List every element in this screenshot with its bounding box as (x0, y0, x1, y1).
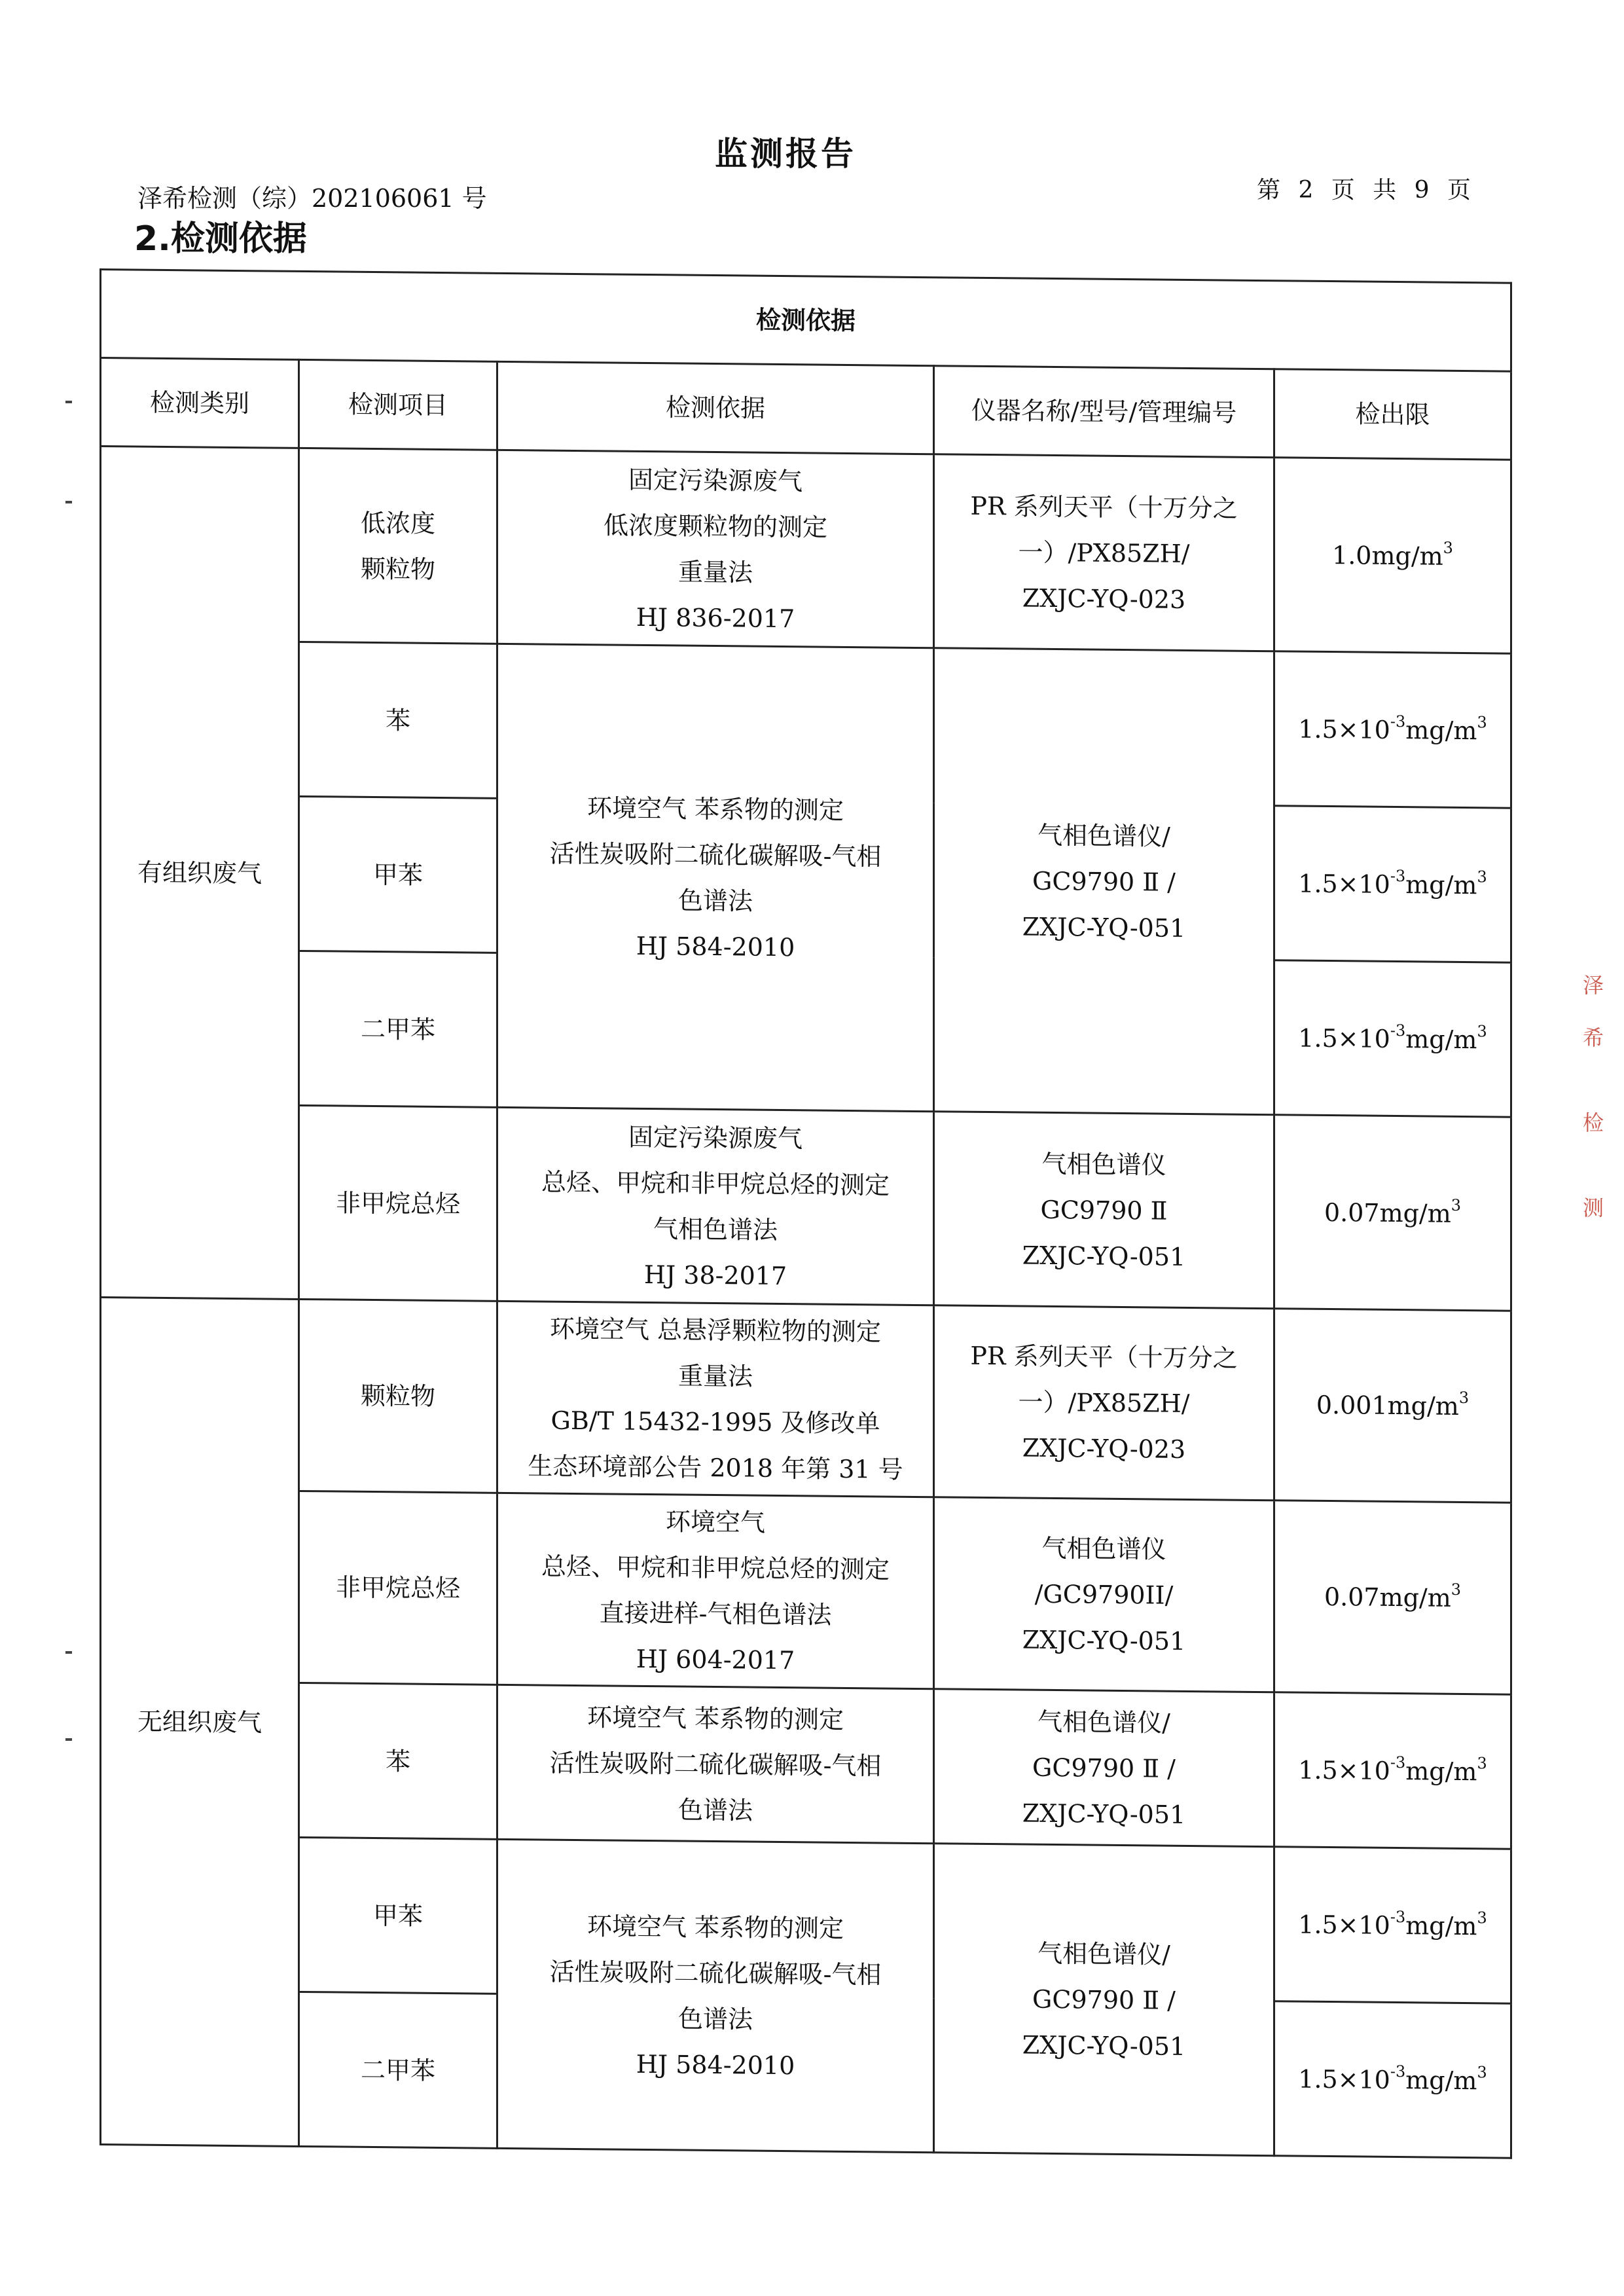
table-row (101, 1836, 1511, 2004)
basis-cell: 固定污染源废气 低浓度颗粒物的测定 重量法 HJ 836-2017 (497, 450, 934, 647)
limit-cell: $1.0mg/m^3$ (1274, 458, 1511, 653)
seal-fragment: 泽 (1583, 973, 1604, 998)
table-row (101, 1104, 1511, 1311)
limit-cell: $1.5\times 10^{-3}mg/m^3$ (1274, 806, 1511, 962)
item-cell: 颗粒物 (299, 1299, 497, 1493)
limit-cell: $1.5\times 10^{-3}mg/m^3$ (1274, 651, 1511, 808)
instrument-cell: PR 系列天平（十万分之 一）/PX85ZH/ ZXJC-YQ-023 (934, 454, 1274, 651)
item-cell: 低浓度 颗粒物 (299, 448, 497, 644)
report-number: 泽希检测（综）202106061 号 (137, 184, 487, 213)
seal-fragment: 测 (1583, 1195, 1604, 1220)
table-row (101, 446, 1511, 654)
instrument-cell: 气相色谱仪/ GC9790 Ⅱ / ZXJC-YQ-051 (934, 648, 1274, 1115)
instrument-cell: 气相色谱仪 GC9790 Ⅱ ZXJC-YQ-051 (934, 1112, 1274, 1309)
scan-mark (65, 401, 72, 403)
instrument-cell: 气相色谱仪/ GC9790 Ⅱ / ZXJC-YQ-051 (934, 1844, 1274, 2156)
item-cell: 非甲烷总烃 (299, 1491, 497, 1685)
header-item: 检测项目 (299, 359, 497, 450)
limit-cell: $1.5\times 10^{-3}mg/m^3$ (1274, 2001, 1511, 2158)
basis-cell: 环境空气 总悬浮颗粒物的测定 重量法 GB/T 15432-1995 及修改单 生态环境部公告 2018 年第 31 号 (497, 1301, 934, 1497)
category-cell: 无组织废气 (101, 1298, 299, 2147)
item-cell: 苯 (299, 642, 497, 798)
basis-cell: 环境空气 苯系物的测定 活性炭吸附二硫化碳解吸-气相 色谱法 HJ 584-2010 (497, 1839, 934, 2152)
limit-cell: $0.001mg/m^3$ (1274, 1309, 1511, 1503)
limit-cell: $1.5\times 10^{-3}mg/m^3$ (1274, 960, 1511, 1117)
seal-fragment: 检 (1583, 1110, 1604, 1135)
report-title: 监测报告 (715, 135, 856, 173)
item-cell: 二甲苯 (299, 1992, 497, 2148)
seal-fragment: 希 (1583, 1025, 1604, 1050)
basis-cell: 固定污染源废气 总烃、甲烷和非甲烷总烃的测定 气相色谱法 HJ 38-2017 (497, 1107, 934, 1305)
item-cell: 苯 (299, 1683, 497, 1839)
item-cell: 甲苯 (299, 796, 497, 953)
table-row (101, 1298, 1511, 1503)
header-limit: 检出限 (1274, 369, 1511, 460)
instrument-cell: 气相色谱仪 /GC9790II/ ZXJC-YQ-051 (934, 1497, 1274, 1692)
item-cell: 非甲烷总烃 (299, 1105, 497, 1301)
item-cell: 二甲苯 (299, 951, 497, 1107)
table-row (101, 1489, 1511, 1695)
scan-mark (65, 1651, 72, 1654)
category-cell: 有组织废气 (101, 446, 299, 1300)
detection-basis-table (99, 268, 1512, 2159)
table-row (101, 640, 1511, 809)
limit-cell: $1.5\times 10^{-3}mg/m^3$ (1274, 1692, 1511, 1849)
limit-cell: $0.07mg/m^3$ (1274, 1115, 1511, 1311)
limit-cell: $1.5\times 10^{-3}mg/m^3$ (1274, 1847, 1511, 2003)
limit-cell: $0.07mg/m^3$ (1274, 1501, 1511, 1694)
instrument-cell: 气相色谱仪/ GC9790 Ⅱ / ZXJC-YQ-051 (934, 1689, 1274, 1847)
header-instrument: 仪器名称/型号/管理编号 (934, 366, 1274, 458)
table-row (101, 1681, 1511, 1850)
page-indicator: 第 2 页 共 9 页 (1257, 177, 1477, 204)
section-heading: 2.检测依据 (134, 219, 307, 259)
basis-cell: 环境空气 总烃、甲烷和非甲烷总烃的测定 直接进样-气相色谱法 HJ 604-2017 (497, 1493, 934, 1688)
instrument-cell: PR 系列天平（十万分之 一）/PX85ZH/ ZXJC-YQ-023 (934, 1305, 1274, 1501)
item-cell: 甲苯 (299, 1837, 497, 1994)
scan-mark (65, 501, 72, 503)
basis-cell: 环境空气 苯系物的测定 活性炭吸附二硫化碳解吸-气相 色谱法 HJ 584-2010 (497, 644, 934, 1111)
scan-mark (65, 1738, 72, 1741)
basis-cell: 环境空气 苯系物的测定 活性炭吸附二硫化碳解吸-气相 色谱法 (497, 1685, 934, 1843)
header-basis: 检测依据 (497, 361, 934, 454)
header-category: 检测类别 (101, 358, 299, 448)
table-header-row (101, 358, 1511, 460)
table-title: 检测依据 (101, 270, 1511, 372)
